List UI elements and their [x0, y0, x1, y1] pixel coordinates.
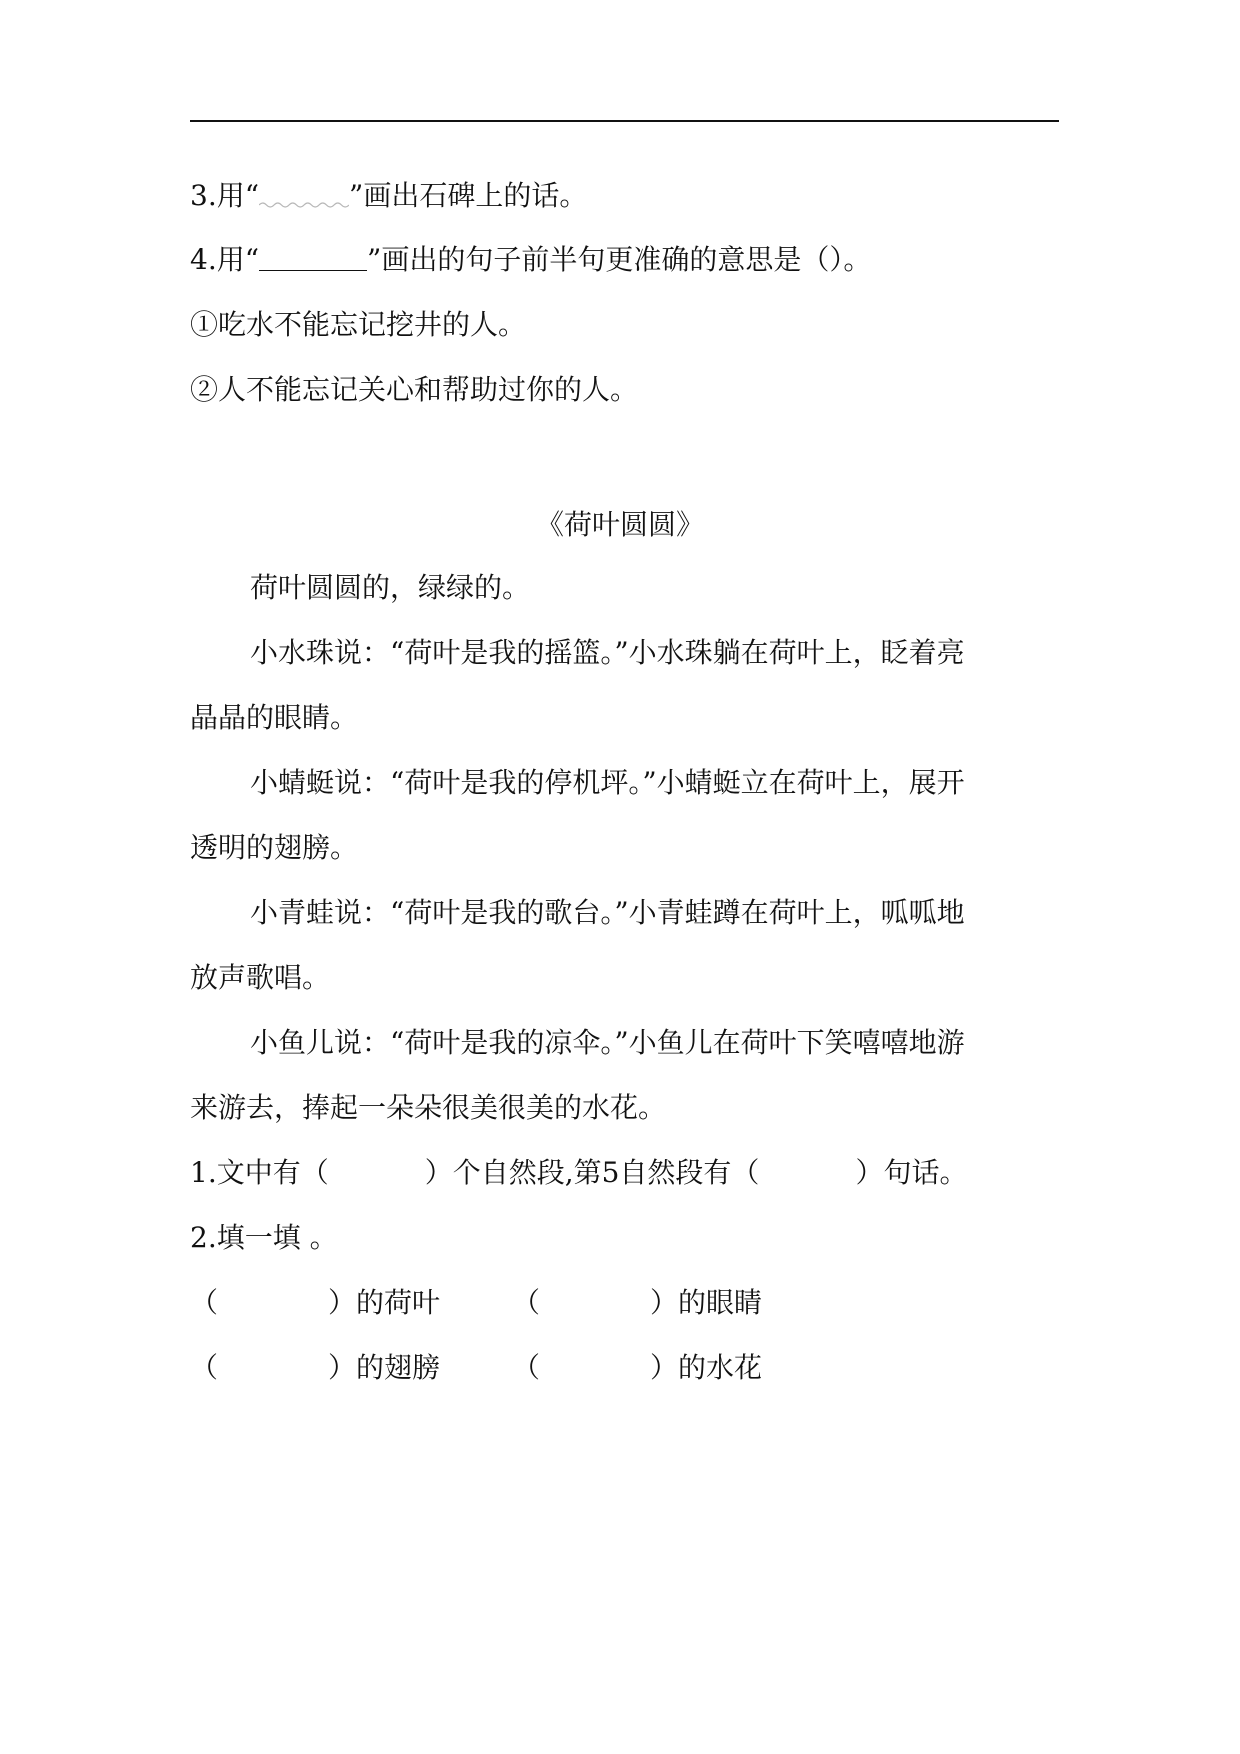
fill-row-2 [190, 1348, 762, 1388]
q3-prefix: 3.用“ [190, 179, 260, 212]
paragraph-3-line-1: 小蜻蜓说：“荷叶是我的停机坪。”小蜻蜓立在荷叶上，展开 [250, 766, 965, 799]
open-paren: （ [190, 1286, 219, 1319]
header-rule [190, 120, 1059, 122]
question-2: 2.填一填 。 [190, 1221, 338, 1254]
q4-prefix: 4.用“ [190, 243, 260, 276]
paragraph-3-line-2: 透明的翅膀。 [190, 831, 359, 864]
passage-title: 《荷叶圆圆》 [535, 508, 704, 541]
q1-part-a: 1.文中有（ [190, 1156, 329, 1189]
paragraph-2-line-2: 晶晶的眼睛。 [190, 701, 359, 734]
paragraph-2-line-1: 小水珠说：“荷叶是我的摇篮。”小水珠躺在荷叶上，眨着亮 [250, 636, 965, 669]
paragraph-1: 荷叶圆圆的，绿绿的。 [250, 571, 531, 604]
question-3 [190, 176, 587, 216]
fill-label-lotus-leaf: ）的荷叶 [328, 1286, 441, 1319]
fill-label-splash: ）的水花 [650, 1351, 763, 1384]
open-paren: （ [512, 1351, 541, 1384]
question-1 [190, 1153, 967, 1193]
question-4 [190, 240, 871, 280]
q3-suffix: ”画出石碑上的话。 [349, 179, 588, 212]
paragraph-4-line-1: 小青蛙说：“荷叶是我的歌台。”小青蛙蹲在荷叶上，呱呱地 [250, 896, 965, 929]
option-1: ①吃水不能忘记挖井的人。 [190, 308, 527, 341]
wavy-underline-sample [259, 187, 349, 209]
straight-underline-sample [259, 246, 367, 271]
fill-label-wings: ）的翅膀 [328, 1351, 441, 1384]
q1-part-c: ）句话。 [855, 1156, 968, 1189]
option-2: ②人不能忘记关心和帮助过你的人。 [190, 373, 639, 406]
q4-suffix: ”画出的句子前半句更准确的意思是（）。 [367, 243, 872, 276]
open-paren: （ [190, 1351, 219, 1384]
fill-label-eyes: ）的眼睛 [650, 1286, 763, 1319]
open-paren: （ [512, 1286, 541, 1319]
fill-row-1 [190, 1283, 762, 1323]
q1-part-b: ）个自然段,第5自然段有（ [424, 1156, 760, 1189]
paragraph-4-line-2: 放声歌唱。 [190, 961, 331, 994]
paragraph-5-line-2: 来游去，捧起一朵朵很美很美的水花。 [190, 1091, 667, 1124]
paragraph-5-line-1: 小鱼儿说：“荷叶是我的凉伞。”小鱼儿在荷叶下笑嘻嘻地游 [250, 1026, 965, 1059]
